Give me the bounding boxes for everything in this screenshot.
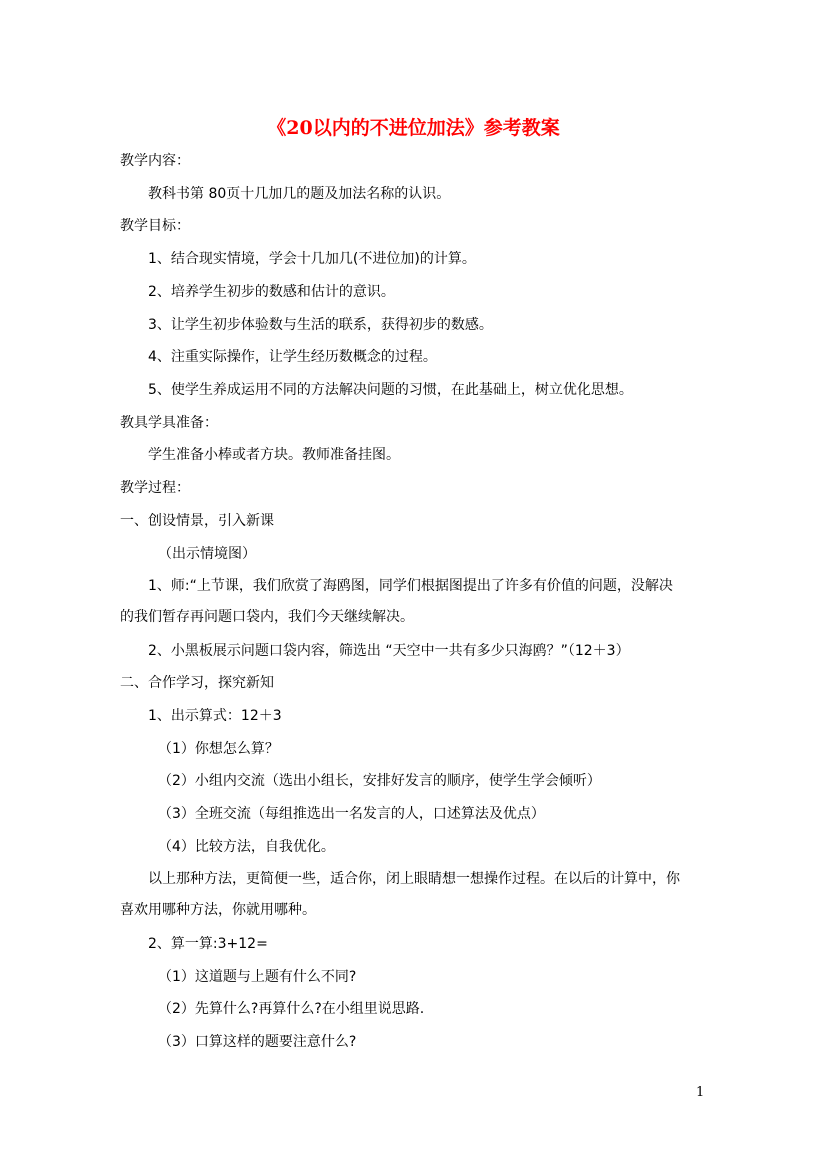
part2-sub: （3）全班交流（每组推选出一名发言的人，口述算法及优点） <box>158 806 545 822</box>
tools-heading: 教具学具准备： <box>120 415 218 431</box>
document-title: 《20以内的不进位加法》参考教案 <box>267 117 560 139</box>
content-heading: 教学内容： <box>120 153 190 169</box>
part1-heading: 一、创设情景，引入新课 <box>120 513 274 529</box>
part1-item2: 2、小黑板展示问题口袋内容，筛选出 “天空中一共有多少只海鸥？”（12＋3） <box>148 643 630 659</box>
goal-item: 5、使学生养成运用不同的方法解决问题的习惯，在此基础上，树立优化思想。 <box>148 382 633 398</box>
part2-question: （1）这道题与上题有什么不同? <box>158 969 357 985</box>
part2-sub: （2）小组内交流（选出小组长，安排好发言的顺序，使学生学会倾听） <box>158 773 601 789</box>
page-number: 1 <box>696 1085 705 1100</box>
part2-heading: 二、合作学习，探究新知 <box>120 675 274 691</box>
goal-item: 2、培养学生初步的数感和估计的意识。 <box>148 284 395 300</box>
tools-text: 学生准备小棒或者方块。教师准备挂图。 <box>148 447 400 463</box>
part2-paragraph: 以上那种方法，更简便一些，适合你，闭上眼睛想一想操作过程。在以后的计算中，你 <box>148 871 680 887</box>
goals-heading: 教学目标： <box>120 218 190 234</box>
content-text: 教科书第 80页十几加几的题及加法名称的认识。 <box>148 186 451 202</box>
goal-item: 3、让学生初步体验数与生活的联系，获得初步的数感。 <box>148 317 493 333</box>
part2-question: （2）先算什么?再算什么?在小组里说思路. <box>158 1001 425 1017</box>
part1-item1: 1、师:“上节课，我们欣赏了海鸥图，同学们根据图提出了许多有价值的问题，没解决 <box>148 578 673 594</box>
part2-item2: 2、算一算:3+12= <box>148 936 268 952</box>
part1-note: （出示情境图） <box>158 546 256 562</box>
part1-item1-cont: 的我们暂存再问题口袋内，我们今天继续解决。 <box>120 609 414 625</box>
process-heading: 教学过程： <box>120 480 190 496</box>
part2-sub: （1）你想怎么算？ <box>158 741 279 757</box>
goal-item: 1、结合现实情境，学会十几加几(不进位加)的计算。 <box>148 251 476 267</box>
part2-question: （3）口算这样的题要注意什么? <box>158 1034 357 1050</box>
goal-item: 4、注重实际操作，让学生经历数概念的过程。 <box>148 349 437 365</box>
part2-item1: 1、出示算式：12＋3 <box>148 708 282 724</box>
part2-sub: （4）比较方法，自我优化。 <box>158 839 335 855</box>
part2-paragraph-cont: 喜欢用哪种方法，你就用哪种。 <box>120 902 316 918</box>
